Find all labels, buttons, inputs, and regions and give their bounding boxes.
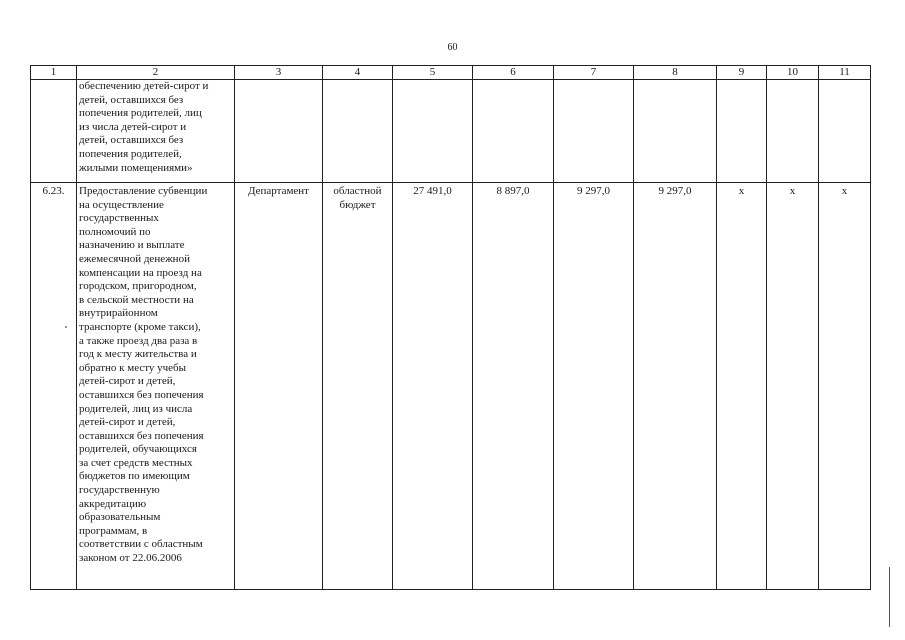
value-col-6: 8 897,0 — [473, 183, 554, 590]
value-col-5: 27 491,0 — [393, 183, 473, 590]
scan-edge-line — [889, 567, 890, 627]
column-number: 7 — [554, 66, 634, 80]
row-description: Предоставление субвенции на осуществление государственных полномочий по назначению и выплате ежемесячной денежной компенсации на проезд на городском, пригородном, в сельской местности на внутрирайонном транспорте (кроме такси), а также проезд два раза в год к месту жительства и обратно к месту учебы детей-сирот и детей, оставшихся без попечения родителей, лиц из числа детей-сирот и детей, оставшихся без попечения родителей, обучающихся за счет средств местных бюджетов по имеющим государственную аккредитацию образовательным программам, в соответствии с областным законом от 22.06.2006 — [77, 183, 235, 590]
continuation-row — [31, 80, 871, 183]
value-col-7: 9 297,0 — [554, 183, 634, 590]
column-numbers-row — [31, 66, 871, 80]
table-row-6-23 — [31, 183, 871, 590]
page-number: 60 — [447, 42, 458, 53]
column-number: 8 — [634, 66, 717, 80]
row-number: 6.23. — [31, 183, 77, 590]
column-number: 3 — [235, 66, 323, 80]
column-number: 5 — [393, 66, 473, 80]
executor-cell: Департамент — [235, 183, 323, 590]
value-col-10: х — [767, 183, 819, 590]
column-number: 11 — [819, 66, 871, 80]
column-number: 6 — [473, 66, 554, 80]
budget-table — [30, 65, 871, 590]
column-number: 1 — [31, 66, 77, 80]
column-number: 4 — [323, 66, 393, 80]
continuation-description: обеспечению детей-сирот и детей, оставшихся без попечения родителей, лиц из числа детей-сирот и детей, оставшихся без попечения родителей, жилыми помещениями» — [77, 80, 235, 183]
value-col-8: 9 297,0 — [634, 183, 717, 590]
column-number: 9 — [717, 66, 767, 80]
value-col-11: х — [819, 183, 871, 590]
column-number: 2 — [77, 66, 235, 80]
scan-speck — [65, 326, 67, 328]
column-number: 10 — [767, 66, 819, 80]
value-col-9: х — [717, 183, 767, 590]
funding-source-cell: областной бюджет — [323, 183, 393, 590]
